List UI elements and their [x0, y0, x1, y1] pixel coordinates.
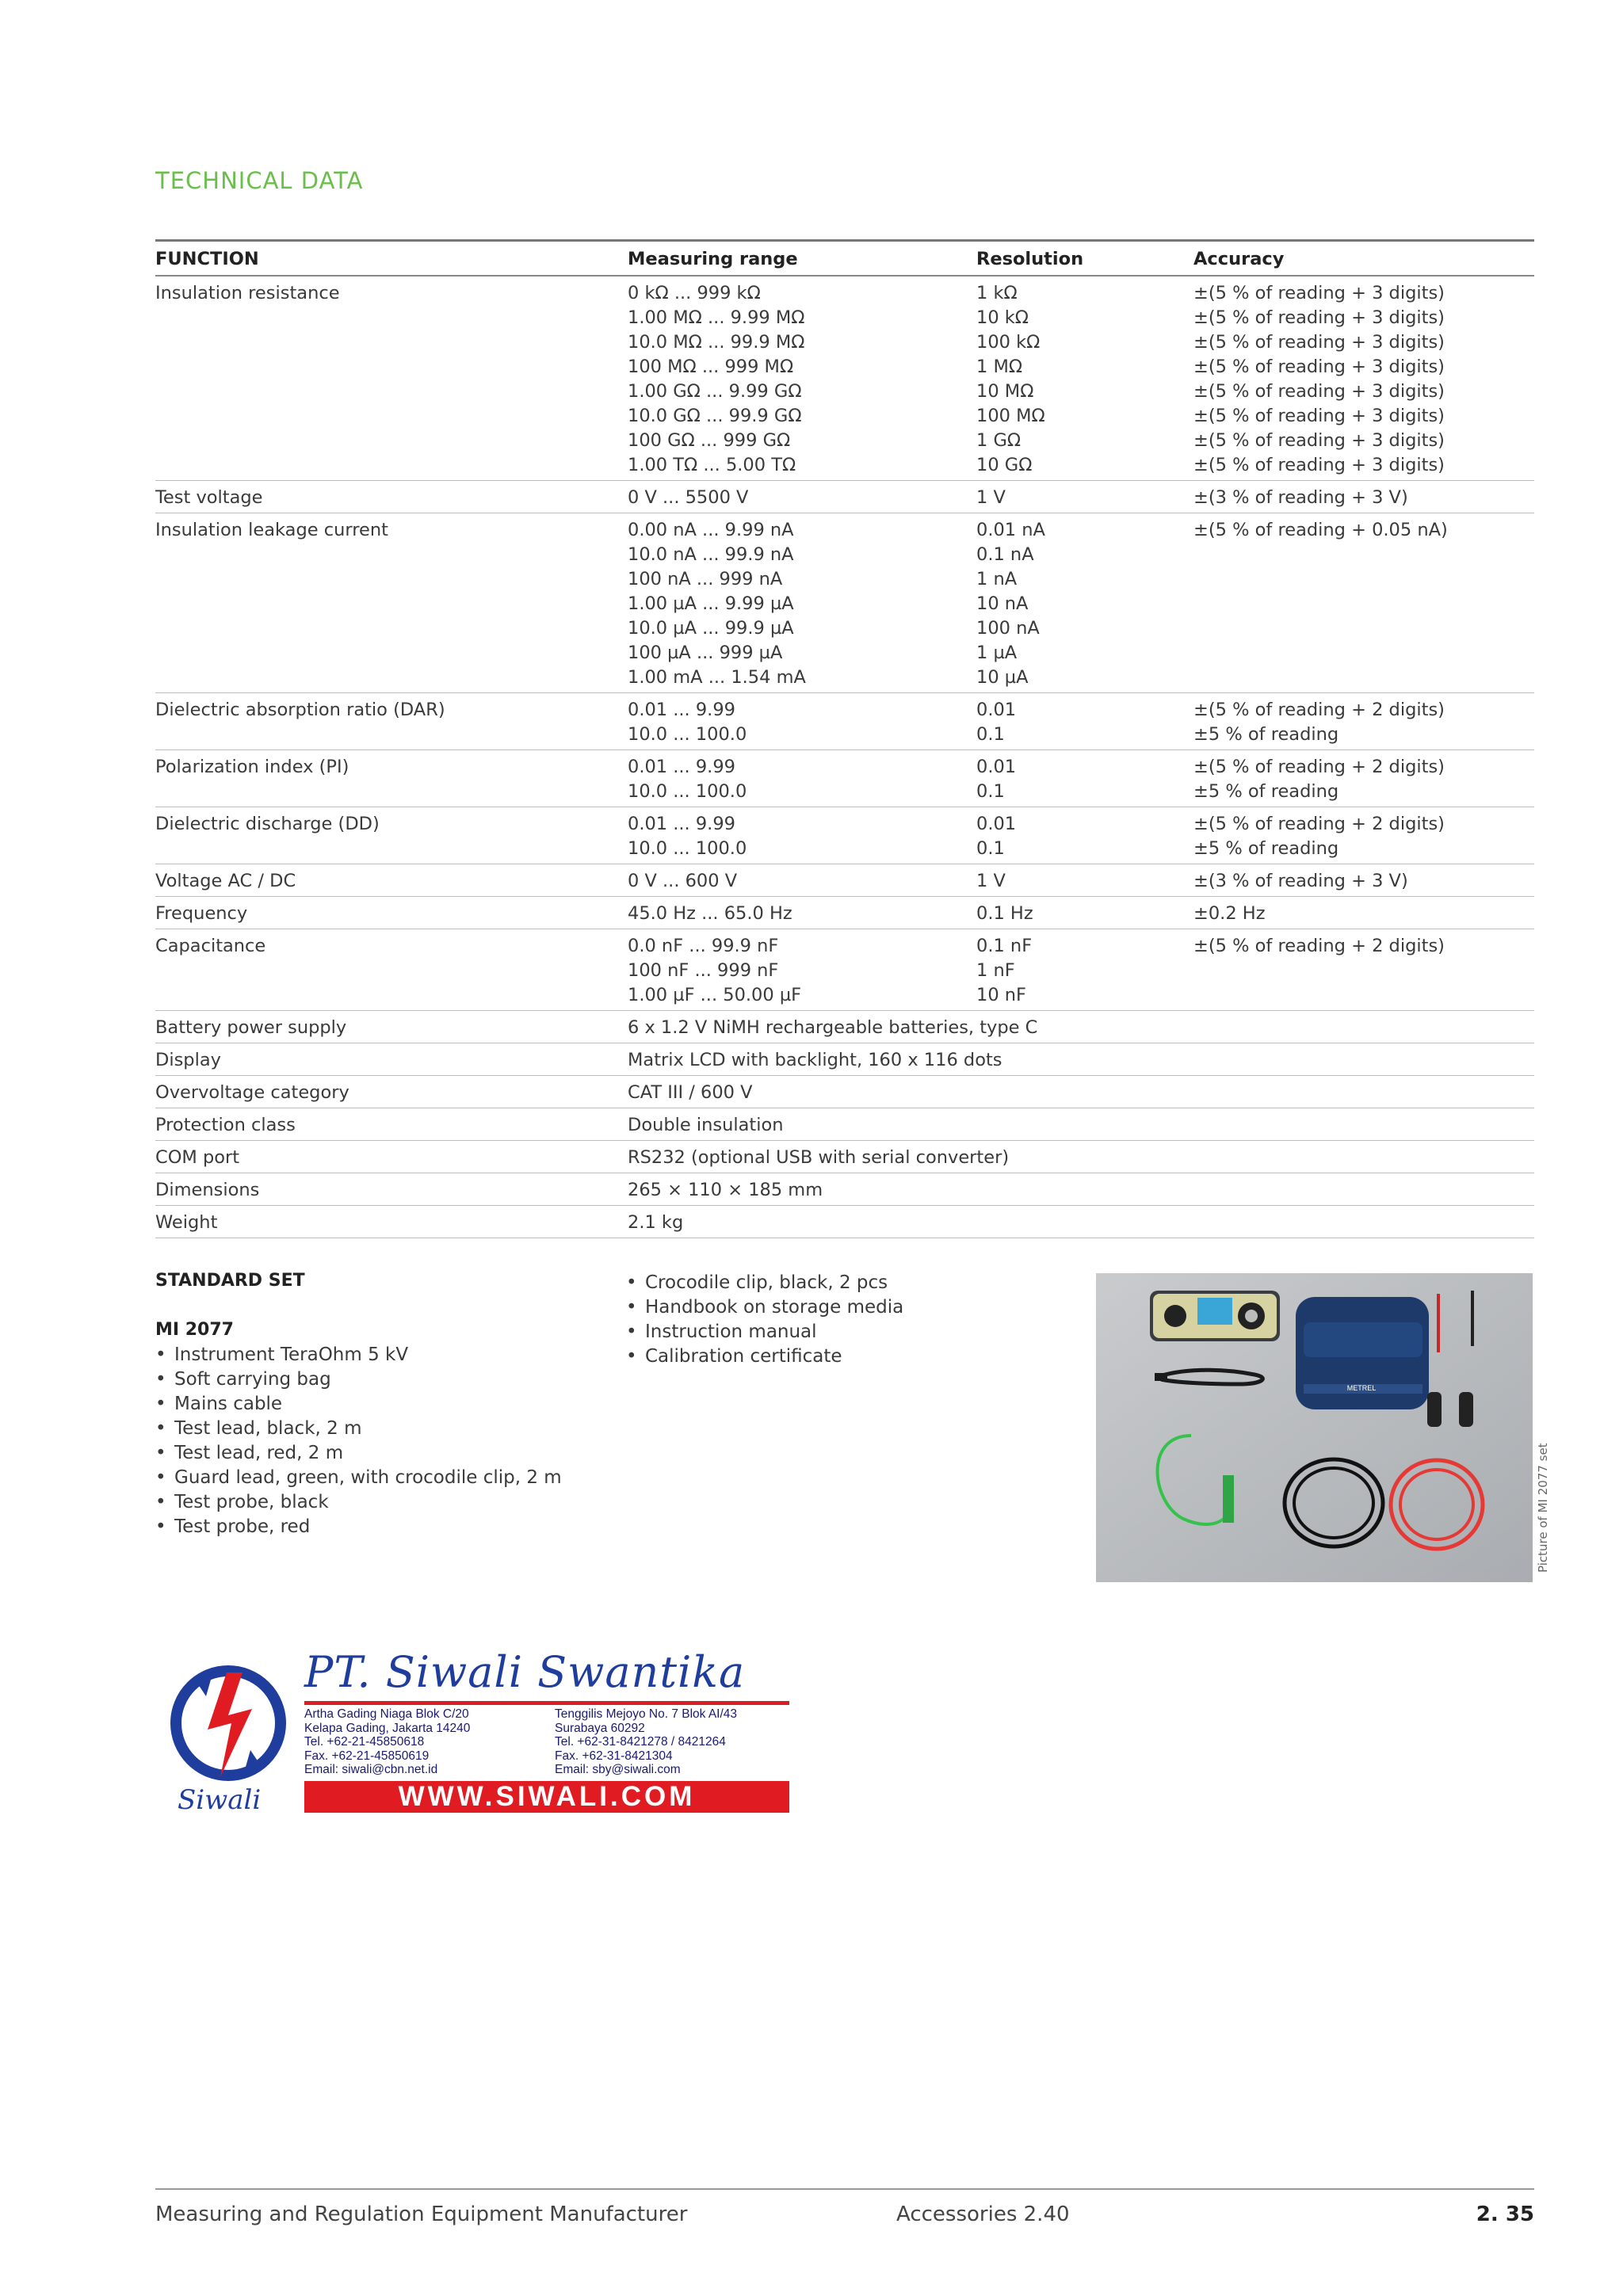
- range-cell-line: 10.0 ... 100.0: [628, 724, 747, 745]
- range-cell-line: 0 V ... 600 V: [628, 871, 738, 891]
- list-item: • Test probe, black: [155, 1490, 562, 1515]
- footer-manufacturer-text: Measuring and Regulation Equipment Manufacturer: [155, 2203, 688, 2226]
- spec-value: 2.1 kg: [628, 1212, 684, 1233]
- resolution-cell-line: 0.01: [976, 700, 1017, 720]
- resolution-cell-line: 100 kΩ: [976, 332, 1041, 353]
- list-item: • Instruction manual: [626, 1320, 903, 1344]
- resolution-cell: [976, 807, 1193, 864]
- table-row: [155, 513, 1534, 693]
- spec-row: [155, 1141, 1534, 1173]
- range-cell-line: 10.0 MΩ ... 99.9 MΩ: [628, 332, 805, 353]
- header-resolution: Resolution: [976, 249, 1084, 269]
- list-item: • Calibration certificate: [626, 1344, 903, 1369]
- spec-value: RS232 (optional USB with serial converter): [628, 1147, 1010, 1168]
- table-row: [155, 929, 1534, 1011]
- resolution-cell-line: 1 nF: [976, 960, 1015, 981]
- spec-row: [155, 1011, 1534, 1043]
- table-row: [155, 897, 1534, 929]
- website-banner: WWW.SIWALI.COM: [304, 1781, 789, 1813]
- accuracy-cell-line: ±(5 % of reading + 3 digits): [1193, 430, 1445, 451]
- svg-text:METREL: METREL: [1346, 1384, 1377, 1392]
- range-cell: [628, 513, 976, 693]
- table-row: [155, 864, 1534, 897]
- table-header-row: [155, 241, 1534, 277]
- product-set-photo: [1096, 1273, 1533, 1582]
- range-cell-line: 0 V ... 5500 V: [628, 487, 749, 508]
- accuracy-cell-line: ±5 % of reading: [1193, 724, 1339, 745]
- function-cell: Polarization index (PI): [155, 757, 349, 777]
- range-cell-line: 100 nF ... 999 nF: [628, 960, 779, 981]
- range-cell-line: 45.0 Hz ... 65.0 Hz: [628, 903, 792, 924]
- address-line: Email: sby@siwali.com: [555, 1763, 681, 1776]
- resolution-cell-line: 1 V: [976, 871, 1006, 891]
- range-cell: [628, 897, 976, 929]
- range-cell: [628, 807, 976, 864]
- spec-value: Double insulation: [628, 1115, 784, 1135]
- range-cell: [628, 481, 976, 513]
- address-surabaya: [555, 1707, 737, 1777]
- spec-value: 265 × 110 × 185 mm: [628, 1180, 823, 1200]
- range-cell-line: 10.0 GΩ ... 99.9 GΩ: [628, 406, 802, 426]
- function-cell: Test voltage: [155, 487, 263, 508]
- accuracy-cell: [1193, 276, 1534, 481]
- footer-section-text: Accessories 2.40: [896, 2203, 1070, 2226]
- range-cell: [628, 750, 976, 807]
- address-line: Tenggilis Mejoyo No. 7 Blok AI/43: [555, 1707, 738, 1721]
- resolution-cell-line: 1 µA: [976, 643, 1018, 663]
- resolution-cell-line: 10 GΩ: [976, 455, 1033, 475]
- standard-set-title: STANDARD SET: [155, 1271, 305, 1291]
- resolution-cell-line: 10 kΩ: [976, 307, 1029, 328]
- resolution-cell-line: 100 nA: [976, 618, 1040, 639]
- accuracy-cell: [1193, 929, 1534, 1011]
- range-cell-line: 0.00 nA ... 9.99 nA: [628, 520, 794, 540]
- resolution-cell-line: 0.1: [976, 781, 1005, 802]
- range-cell-line: 1.00 mA ... 1.54 mA: [628, 667, 806, 688]
- accuracy-cell: [1193, 864, 1534, 897]
- range-cell-line: 100 MΩ ... 999 MΩ: [628, 357, 794, 377]
- resolution-cell-line: 0.1: [976, 838, 1005, 859]
- range-cell-line: 1.00 MΩ ... 9.99 MΩ: [628, 307, 805, 328]
- spec-value: 6 x 1.2 V NiMH rechargeable batteries, type C: [628, 1017, 1038, 1038]
- resolution-cell-line: 1 MΩ: [976, 357, 1023, 377]
- accuracy-cell-line: ±(5 % of reading + 3 digits): [1193, 381, 1445, 402]
- resolution-cell-line: 1 GΩ: [976, 430, 1022, 451]
- function-cell: Frequency: [155, 903, 248, 924]
- spec-label: Protection class: [155, 1115, 296, 1135]
- address-line: Email: siwali@cbn.net.id: [304, 1763, 438, 1776]
- accuracy-cell-line: ±(3 % of reading + 3 V): [1193, 871, 1408, 891]
- resolution-cell: [976, 864, 1193, 897]
- function-cell: Voltage AC / DC: [155, 871, 296, 891]
- resolution-cell: [976, 276, 1193, 481]
- accuracy-cell-line: ±5 % of reading: [1193, 781, 1339, 802]
- resolution-cell-line: 1 kΩ: [976, 283, 1018, 303]
- footer-divider: [155, 2188, 1534, 2190]
- resolution-cell: [976, 750, 1193, 807]
- company-logo: [165, 1647, 791, 1817]
- range-cell-line: 10.0 ... 100.0: [628, 838, 747, 859]
- address-line: Surabaya 60292: [555, 1721, 645, 1735]
- accuracy-cell-line: ±(3 % of reading + 3 V): [1193, 487, 1408, 508]
- spec-row: [155, 1108, 1534, 1141]
- range-cell-line: 10.0 ... 100.0: [628, 781, 747, 802]
- resolution-cell-line: 10 MΩ: [976, 381, 1034, 402]
- accuracy-cell: [1193, 897, 1534, 929]
- range-cell-line: 1.00 µF ... 50.00 µF: [628, 985, 802, 1005]
- range-cell: [628, 276, 976, 481]
- standard-set-model: MI 2077: [155, 1320, 234, 1340]
- accuracy-cell-line: ±(5 % of reading + 2 digits): [1193, 700, 1445, 720]
- resolution-cell: [976, 693, 1193, 750]
- spec-value: Matrix LCD with backlight, 160 x 116 dots: [628, 1050, 1002, 1070]
- table-row: [155, 750, 1534, 807]
- logo-divider: [304, 1701, 789, 1705]
- accuracy-cell-line: ±(5 % of reading + 3 digits): [1193, 283, 1445, 303]
- range-cell-line: 100 µA ... 999 µA: [628, 643, 783, 663]
- list-item: • Test lead, black, 2 m: [155, 1417, 562, 1441]
- accuracy-cell-line: ±(5 % of reading + 3 digits): [1193, 357, 1445, 377]
- address-line: Fax. +62-31-8421304: [555, 1749, 673, 1763]
- header-function: FUNCTION: [155, 249, 259, 269]
- list-item: • Test lead, red, 2 m: [155, 1441, 562, 1466]
- photo-caption: Picture of MI 2077 set: [1536, 1443, 1550, 1573]
- resolution-cell-line: 100 MΩ: [976, 406, 1045, 426]
- accuracy-cell: [1193, 481, 1534, 513]
- header-measuring-range: Measuring range: [628, 249, 798, 269]
- function-cell: Dielectric absorption ratio (DAR): [155, 700, 445, 720]
- address-line: Kelapa Gading, Jakarta 14240: [304, 1721, 471, 1735]
- accuracy-cell-line: ±(5 % of reading + 2 digits): [1193, 814, 1445, 834]
- spec-label: Weight: [155, 1212, 218, 1233]
- list-item: • Crocodile clip, black, 2 pcs: [626, 1271, 903, 1295]
- technical-data-table: [155, 239, 1534, 1238]
- resolution-cell-line: 10 µA: [976, 667, 1029, 688]
- resolution-cell-line: 0.1: [976, 724, 1005, 745]
- range-cell-line: 0.01 ... 9.99: [628, 814, 735, 834]
- range-cell-line: 10.0 µA ... 99.9 µA: [628, 618, 794, 639]
- table-row: [155, 481, 1534, 513]
- accuracy-cell: [1193, 693, 1534, 750]
- range-cell-line: 10.0 nA ... 99.9 nA: [628, 544, 794, 565]
- accuracy-cell-line: ±0.2 Hz: [1193, 903, 1266, 924]
- standard-set-list-2: [626, 1271, 903, 1369]
- accuracy-cell-line: ±(5 % of reading + 3 digits): [1193, 406, 1445, 426]
- section-title: TECHNICAL DATA: [155, 167, 364, 194]
- spec-row: [155, 1206, 1534, 1238]
- company-name: PT. Siwali Swantika: [304, 1647, 746, 1697]
- spec-value: CAT III / 600 V: [628, 1082, 753, 1103]
- svg-text:Siwali: Siwali: [178, 1784, 262, 1816]
- spec-label: Dimensions: [155, 1180, 260, 1200]
- accuracy-cell-line: ±(5 % of reading + 0.05 nA): [1193, 520, 1448, 540]
- spec-row: [155, 1173, 1534, 1206]
- resolution-cell: [976, 481, 1193, 513]
- range-cell-line: 1.00 µA ... 9.99 µA: [628, 593, 794, 614]
- range-cell-line: 1.00 TΩ ... 5.00 TΩ: [628, 455, 796, 475]
- resolution-cell-line: 0.1 nA: [976, 544, 1034, 565]
- accuracy-cell-line: ±5 % of reading: [1193, 838, 1339, 859]
- table-row: [155, 693, 1534, 750]
- range-cell-line: 0.01 ... 9.99: [628, 757, 735, 777]
- address-line: Tel. +62-21-45850618: [304, 1735, 425, 1749]
- list-item: • Handbook on storage media: [626, 1295, 903, 1320]
- list-item: • Test probe, red: [155, 1515, 562, 1539]
- list-item: • Soft carrying bag: [155, 1367, 562, 1392]
- spec-row: [155, 1076, 1534, 1108]
- resolution-cell-line: 0.01: [976, 757, 1017, 777]
- spec-label: Battery power supply: [155, 1017, 347, 1038]
- accuracy-cell: [1193, 750, 1534, 807]
- list-item: • Guard lead, green, with crocodile clip, 2 m: [155, 1466, 562, 1490]
- standard-set-list: [155, 1343, 562, 1539]
- range-cell: [628, 693, 976, 750]
- range-cell: [628, 864, 976, 897]
- resolution-cell: [976, 513, 1193, 693]
- accuracy-cell-line: ±(5 % of reading + 3 digits): [1193, 332, 1445, 353]
- range-cell-line: 100 GΩ ... 999 GΩ: [628, 430, 791, 451]
- range-cell-line: 100 nA ... 999 nA: [628, 569, 783, 589]
- range-cell-line: 0 kΩ ... 999 kΩ: [628, 283, 761, 303]
- list-item: • Instrument TeraOhm 5 kV: [155, 1343, 562, 1367]
- resolution-cell-line: 1 V: [976, 487, 1006, 508]
- resolution-cell-line: 0.01 nA: [976, 520, 1045, 540]
- address-jakarta: [304, 1707, 470, 1777]
- address-line: Tel. +62-31-8421278 / 8421264: [555, 1735, 726, 1749]
- resolution-cell-line: 1 nA: [976, 569, 1018, 589]
- function-cell: Dielectric discharge (DD): [155, 814, 380, 834]
- instrument-icon: [1150, 1291, 1280, 1341]
- range-cell: [628, 929, 976, 1011]
- function-cell: Insulation resistance: [155, 283, 340, 303]
- resolution-cell: [976, 929, 1193, 1011]
- accuracy-cell-line: ±(5 % of reading + 2 digits): [1193, 757, 1445, 777]
- spec-label: Display: [155, 1050, 221, 1070]
- accuracy-cell: [1193, 807, 1534, 864]
- page-number: 2. 35: [1476, 2203, 1534, 2226]
- siwali-emblem-icon: [165, 1650, 300, 1817]
- function-cell: Insulation leakage current: [155, 520, 388, 540]
- resolution-cell-line: 10 nA: [976, 593, 1029, 614]
- table-row: [155, 276, 1534, 481]
- resolution-cell-line: 10 nF: [976, 985, 1026, 1005]
- spec-label: Overvoltage category: [155, 1082, 349, 1103]
- function-cell: Capacitance: [155, 936, 266, 956]
- list-item: • Mains cable: [155, 1392, 562, 1417]
- accuracy-cell-line: ±(5 % of reading + 2 digits): [1193, 936, 1445, 956]
- accuracy-cell: [1193, 513, 1534, 693]
- spec-label: COM port: [155, 1147, 240, 1168]
- accuracy-cell-line: ±(5 % of reading + 3 digits): [1193, 455, 1445, 475]
- spec-row: [155, 1043, 1534, 1076]
- carrying-bag-icon: [1296, 1297, 1429, 1409]
- resolution-cell-line: 0.1 nF: [976, 936, 1033, 956]
- table-row: [155, 807, 1534, 864]
- address-line: Artha Gading Niaga Blok C/20: [304, 1707, 469, 1721]
- resolution-cell-line: 0.01: [976, 814, 1017, 834]
- range-cell-line: 1.00 GΩ ... 9.99 GΩ: [628, 381, 802, 402]
- range-cell-line: 0.0 nF ... 99.9 nF: [628, 936, 779, 956]
- resolution-cell: [976, 897, 1193, 929]
- range-cell-line: 0.01 ... 9.99: [628, 700, 735, 720]
- address-line: Fax. +62-21-45850619: [304, 1749, 430, 1763]
- resolution-cell-line: 0.1 Hz: [976, 903, 1033, 924]
- header-accuracy: Accuracy: [1193, 249, 1285, 269]
- accuracy-cell-line: ±(5 % of reading + 3 digits): [1193, 307, 1445, 328]
